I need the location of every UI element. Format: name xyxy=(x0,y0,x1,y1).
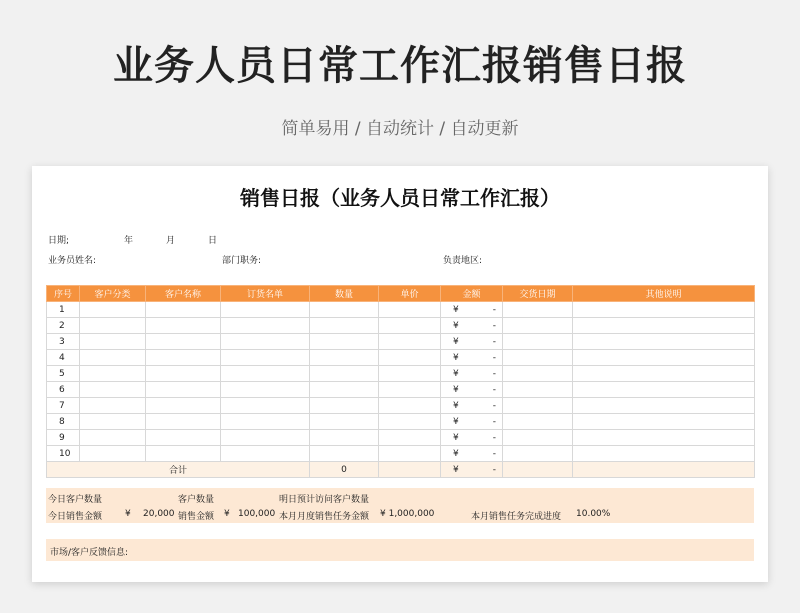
currency-symbol: ¥ xyxy=(453,416,459,427)
notes-cell[interactable] xyxy=(573,350,755,366)
customer-category-cell[interactable] xyxy=(80,318,146,334)
amount-cell xyxy=(441,302,503,318)
customer-category-cell[interactable] xyxy=(80,382,146,398)
amount-value: - xyxy=(492,464,496,475)
notes-cell[interactable] xyxy=(573,446,755,462)
order-list-cell[interactable] xyxy=(221,334,310,350)
notes-cell[interactable] xyxy=(573,366,755,382)
order-list-cell[interactable] xyxy=(221,398,310,414)
feedback-label: 市场/客户反馈信息: xyxy=(50,548,129,558)
column-header: 金额 xyxy=(441,286,503,302)
table-row xyxy=(47,398,755,414)
feedback-row[interactable] xyxy=(46,539,754,561)
row-number: 2 xyxy=(47,318,80,334)
sales-amount-label: 销售金额 xyxy=(178,512,215,522)
unit-price-cell[interactable] xyxy=(379,446,441,462)
amount-value: - xyxy=(492,320,496,331)
order-list-cell[interactable] xyxy=(221,302,310,318)
amount-cell xyxy=(441,446,503,462)
customer-category-cell[interactable] xyxy=(80,446,146,462)
currency-symbol: ¥ xyxy=(453,368,459,379)
column-header: 订货名单 xyxy=(221,286,310,302)
column-header: 单价 xyxy=(379,286,441,302)
total-quantity: 0 xyxy=(310,462,379,478)
region-label: 负责地区: xyxy=(443,256,483,266)
unit-price-cell[interactable] xyxy=(379,382,441,398)
currency-symbol: ¥ xyxy=(453,384,459,395)
currency-symbol: ¥ xyxy=(453,400,459,411)
amount-value: - xyxy=(492,384,496,395)
column-header: 其他说明 xyxy=(573,286,755,302)
unit-price-cell[interactable] xyxy=(379,430,441,446)
amount-value: - xyxy=(492,448,496,459)
currency-symbol: ¥ xyxy=(224,509,230,519)
column-header: 客户名称 xyxy=(146,286,221,302)
total-notes-cell[interactable] xyxy=(573,462,755,478)
row-number: 8 xyxy=(47,414,80,430)
order-list-cell[interactable] xyxy=(221,318,310,334)
amount-cell xyxy=(441,430,503,446)
customer-name-cell[interactable] xyxy=(146,446,221,462)
delivery-date-cell[interactable] xyxy=(503,318,573,334)
delivery-date-cell[interactable] xyxy=(503,302,573,318)
sheet-title: 销售日报（业务人员日常工作汇报） xyxy=(240,186,560,210)
table-row xyxy=(47,350,755,366)
amount-cell xyxy=(441,366,503,382)
table-row xyxy=(47,382,755,398)
row-number: 5 xyxy=(47,366,80,382)
row-number: 10 xyxy=(47,446,80,462)
progress-label: 本月销售任务完成进度 xyxy=(471,512,562,522)
currency-symbol: ¥ xyxy=(453,304,459,315)
unit-price-cell[interactable] xyxy=(379,350,441,366)
customer-category-cell[interactable] xyxy=(80,414,146,430)
row-number: 7 xyxy=(47,398,80,414)
customers-label: 客户数量 xyxy=(178,495,215,505)
amount-cell xyxy=(441,414,503,430)
delivery-date-cell[interactable] xyxy=(503,350,573,366)
unit-price-cell[interactable] xyxy=(379,366,441,382)
column-header: 序号 xyxy=(47,286,80,302)
order-list-cell[interactable] xyxy=(221,366,310,382)
delivery-date-cell[interactable] xyxy=(503,446,573,462)
report-sheet xyxy=(32,166,768,582)
customer-name-cell[interactable] xyxy=(146,430,221,446)
unit-price-cell[interactable] xyxy=(379,414,441,430)
quantity-cell[interactable] xyxy=(310,382,379,398)
column-header: 客户分类 xyxy=(80,286,146,302)
salesperson-name-label: 业务员姓名: xyxy=(48,256,97,266)
tomorrow-visits-label: 明日预计访问客户数量 xyxy=(279,495,370,505)
customer-name-cell[interactable] xyxy=(146,318,221,334)
quantity-cell[interactable] xyxy=(310,318,379,334)
amount-value: - xyxy=(492,416,496,427)
amount-cell xyxy=(441,350,503,366)
quantity-cell[interactable] xyxy=(310,398,379,414)
total-amount xyxy=(441,462,503,478)
order-list-cell[interactable] xyxy=(221,430,310,446)
currency-symbol: ¥ xyxy=(453,464,459,475)
amount-value: - xyxy=(492,368,496,379)
year-label: 年 xyxy=(124,236,134,246)
table-row xyxy=(47,318,755,334)
sales-amount-value: 100,000 xyxy=(238,509,276,519)
delivery-date-cell[interactable] xyxy=(503,398,573,414)
notes-cell[interactable] xyxy=(573,414,755,430)
customer-category-cell[interactable] xyxy=(80,302,146,318)
table-row xyxy=(47,334,755,350)
notes-cell[interactable] xyxy=(573,430,755,446)
amount-cell xyxy=(441,318,503,334)
unit-price-cell[interactable] xyxy=(379,318,441,334)
row-number: 1 xyxy=(47,302,80,318)
amount-value: - xyxy=(492,304,496,315)
total-label: 合计 xyxy=(47,462,310,478)
order-list-cell[interactable] xyxy=(221,382,310,398)
quantity-cell[interactable] xyxy=(310,430,379,446)
today-sales-value: 20,000 xyxy=(143,509,175,519)
delivery-date-cell[interactable] xyxy=(503,334,573,350)
table-header-row xyxy=(47,286,755,302)
order-table xyxy=(46,285,755,478)
progress-value: 10.00% xyxy=(576,509,611,519)
unit-price-cell[interactable] xyxy=(379,334,441,350)
customer-name-cell[interactable] xyxy=(146,334,221,350)
delivery-date-cell[interactable] xyxy=(503,382,573,398)
customer-category-cell[interactable] xyxy=(80,430,146,446)
quantity-cell[interactable] xyxy=(310,446,379,462)
customer-name-cell[interactable] xyxy=(146,350,221,366)
notes-cell[interactable] xyxy=(573,398,755,414)
unit-price-cell[interactable] xyxy=(379,302,441,318)
notes-cell[interactable] xyxy=(573,334,755,350)
table-row xyxy=(47,302,755,318)
column-header: 数量 xyxy=(310,286,379,302)
customer-name-cell[interactable] xyxy=(146,302,221,318)
monthly-target-value: ¥ 1,000,000 xyxy=(380,509,435,519)
customer-name-cell[interactable] xyxy=(146,382,221,398)
table-row xyxy=(47,414,755,430)
customer-name-cell[interactable] xyxy=(146,414,221,430)
amount-value: - xyxy=(492,432,496,443)
row-number: 9 xyxy=(47,430,80,446)
monthly-target-label: 本月月度销售任务金额 xyxy=(279,512,370,522)
row-number: 3 xyxy=(47,334,80,350)
total-unit-price-cell[interactable] xyxy=(379,462,441,478)
notes-cell[interactable] xyxy=(573,382,755,398)
delivery-date-cell[interactable] xyxy=(503,414,573,430)
quantity-cell[interactable] xyxy=(310,302,379,318)
customer-category-cell[interactable] xyxy=(80,398,146,414)
currency-symbol: ¥ xyxy=(453,432,459,443)
quantity-cell[interactable] xyxy=(310,334,379,350)
table-row xyxy=(47,446,755,462)
quantity-cell[interactable] xyxy=(310,350,379,366)
currency-symbol: ¥ xyxy=(125,509,131,519)
customer-name-cell[interactable] xyxy=(146,366,221,382)
quantity-cell[interactable] xyxy=(310,414,379,430)
customer-category-cell[interactable] xyxy=(80,334,146,350)
delivery-date-cell[interactable] xyxy=(503,430,573,446)
date-label: 日期; xyxy=(48,236,70,246)
total-delivery-cell[interactable] xyxy=(503,462,573,478)
notes-cell[interactable] xyxy=(573,302,755,318)
summary-panel xyxy=(46,488,754,523)
quantity-cell[interactable] xyxy=(310,366,379,382)
amount-cell xyxy=(441,398,503,414)
currency-symbol: ¥ xyxy=(453,352,459,363)
amount-value: - xyxy=(492,336,496,347)
row-number: 4 xyxy=(47,350,80,366)
today-customers-label: 今日客户数量 xyxy=(48,495,103,505)
notes-cell[interactable] xyxy=(573,318,755,334)
month-label: 月 xyxy=(166,236,176,246)
today-sales-label: 今日销售金额 xyxy=(48,512,103,522)
delivery-date-cell[interactable] xyxy=(503,366,573,382)
day-label: 日 xyxy=(208,236,218,246)
hero-subtitle: 简单易用 / 自动统计 / 自动更新 xyxy=(281,119,519,139)
amount-value: - xyxy=(492,400,496,411)
unit-price-cell[interactable] xyxy=(379,398,441,414)
currency-symbol: ¥ xyxy=(453,320,459,331)
currency-symbol: ¥ xyxy=(453,448,459,459)
row-number: 6 xyxy=(47,382,80,398)
amount-cell xyxy=(441,382,503,398)
customer-category-cell[interactable] xyxy=(80,350,146,366)
amount-value: - xyxy=(492,352,496,363)
order-list-cell[interactable] xyxy=(221,414,310,430)
department-label: 部门职务: xyxy=(222,256,262,266)
table-row xyxy=(47,366,755,382)
hero-title: 业务人员日常工作汇报销售日报 xyxy=(113,43,687,89)
column-header: 交货日期 xyxy=(503,286,573,302)
total-row xyxy=(47,462,755,478)
customer-name-cell[interactable] xyxy=(146,398,221,414)
customer-category-cell[interactable] xyxy=(80,366,146,382)
currency-symbol: ¥ xyxy=(453,336,459,347)
order-list-cell[interactable] xyxy=(221,446,310,462)
order-list-cell[interactable] xyxy=(221,350,310,366)
table-row xyxy=(47,430,755,446)
amount-cell xyxy=(441,334,503,350)
